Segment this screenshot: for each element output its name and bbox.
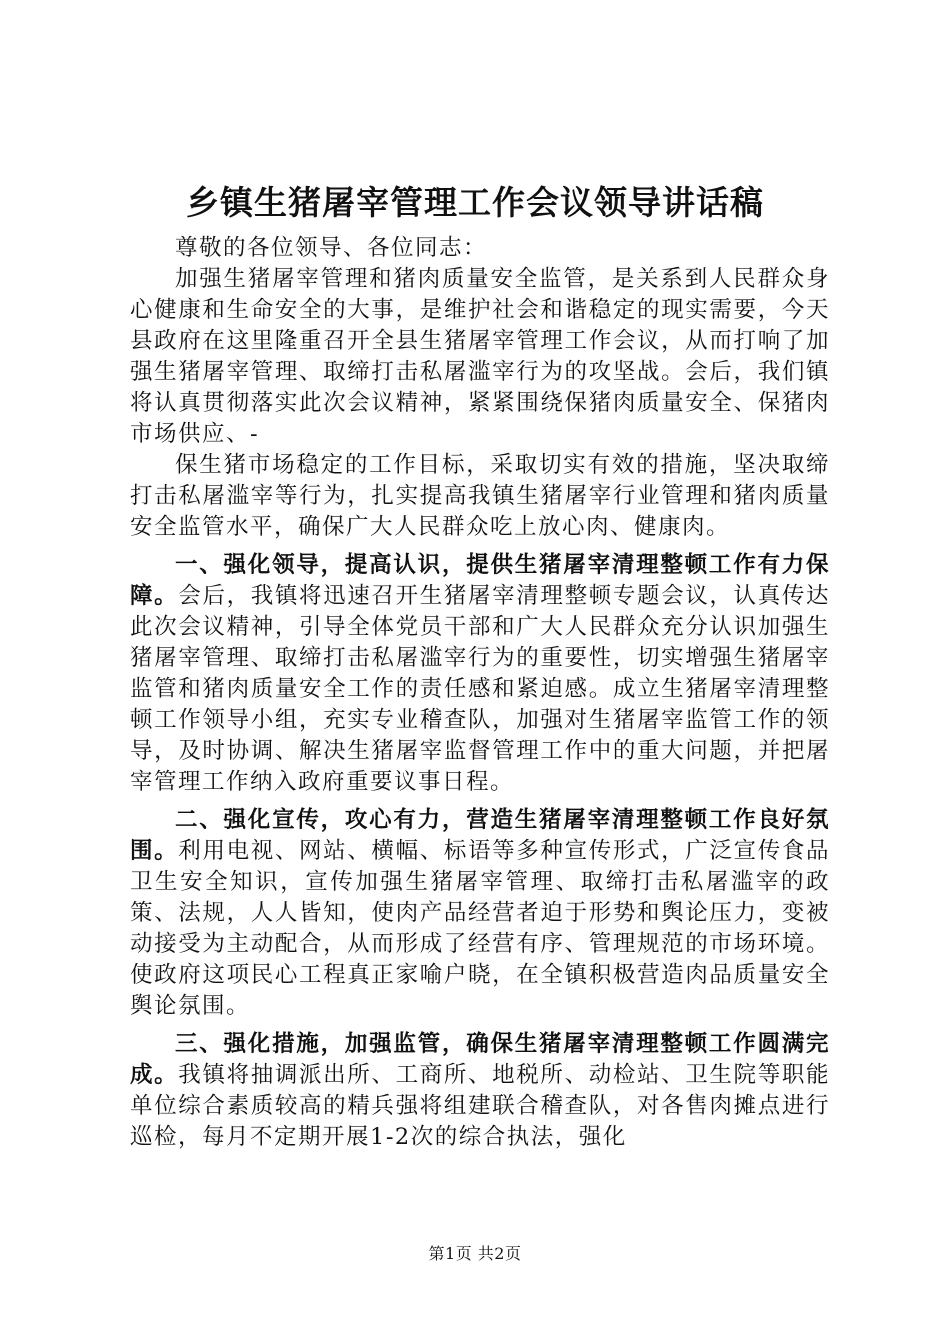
document-body [130,233,830,1153]
section-2-heading: 二、强化宣传，攻心有力，营造生猪屠宰清理整顿工作良好氛围。 [130,807,830,864]
section-1 [130,550,830,798]
section-3-heading: 三、强化措施，加强监管，确保生猪屠宰清理整顿工作圆满完成。 [130,1031,830,1088]
salutation: 尊敬的各位领导、各位同志： [175,235,488,261]
section-1-heading: 一、强化领导，提高认识，提供生猪屠宰清理整顿工作有力保障。 [130,552,830,609]
section-3 [130,1029,830,1153]
intro-paragraph-2: 保生猪市场稳定的工作目标，采取切实有效的措施，坚决取缔打击私屠滥宰等行为，扎实提高我镇生猪屠宰行业管理和猪肉质量安全监管水平，确保广大人民群众吃上放心肉、健康肉。 [130,452,830,540]
page-number-footer: 第1页 共2页 [428,1244,522,1263]
intro-paragraph-1: 加强生猪屠宰管理和猪肉质量安全监管，是关系到人民群众身心健康和生命安全的大事，是维护社会和谐稳定的现实需要，今天县政府在这里隆重召开全县生猪屠宰管理工作会议，从而打响了加强生猪屠宰管理、取缔打击私屠滥宰行为的攻坚战。会后，我们镇将认真贯彻落实此次会议精神，紧紧围绕保猪肉质量安全、保猪肉市场供应、- [130,266,830,447]
section-2 [130,805,830,1022]
document-title: 乡镇生猪屠宰管理工作会议领导讲话稿 [186,183,764,222]
section-1-text: 会后，我镇将迅速召开生猪屠宰清理整顿专题会议，认真传达此次会议精神，引导全体党员干部和广大人民群众充分认识加强生猪屠宰管理、取缔打击私屠滥宰行为的重要性，切实增强生猪屠宰监管和猪肉质量安全工作的责任感和紧迫感。成立生猪屠宰清理整顿工作领导小组，充实专业稽查队，加强对生猪屠宰监管工作的领导，及时协调、解决生猪屠宰监督管理工作中的重大问题，并把屠宰管理工作纳入政府重要议事日程。 [130,583,830,795]
section-2-text: 利用电视、网站、横幅、标语等多种宣传形式，广泛宣传食品卫生安全知识，宣传加强生猪屠宰管理、取缔打击私屠滥宰的政策、法规，人人皆知，使肉产品经营者迫于形势和舆论压力，变被动接受为主动配合，从而形成了经营有序、管理规范的市场环境。使政府这项民心工程真正家喻户晓，在全镇积极营造肉品质量安全舆论氛围。 [130,838,830,1019]
section-3-text: 我镇将抽调派出所、工商所、地税所、动检站、卫生院等职能单位综合素质较高的精兵强将组建联合稽查队，对各售肉摊点进行巡检，每月不定期开展1-2次的综合执法，强化 [130,1062,830,1150]
